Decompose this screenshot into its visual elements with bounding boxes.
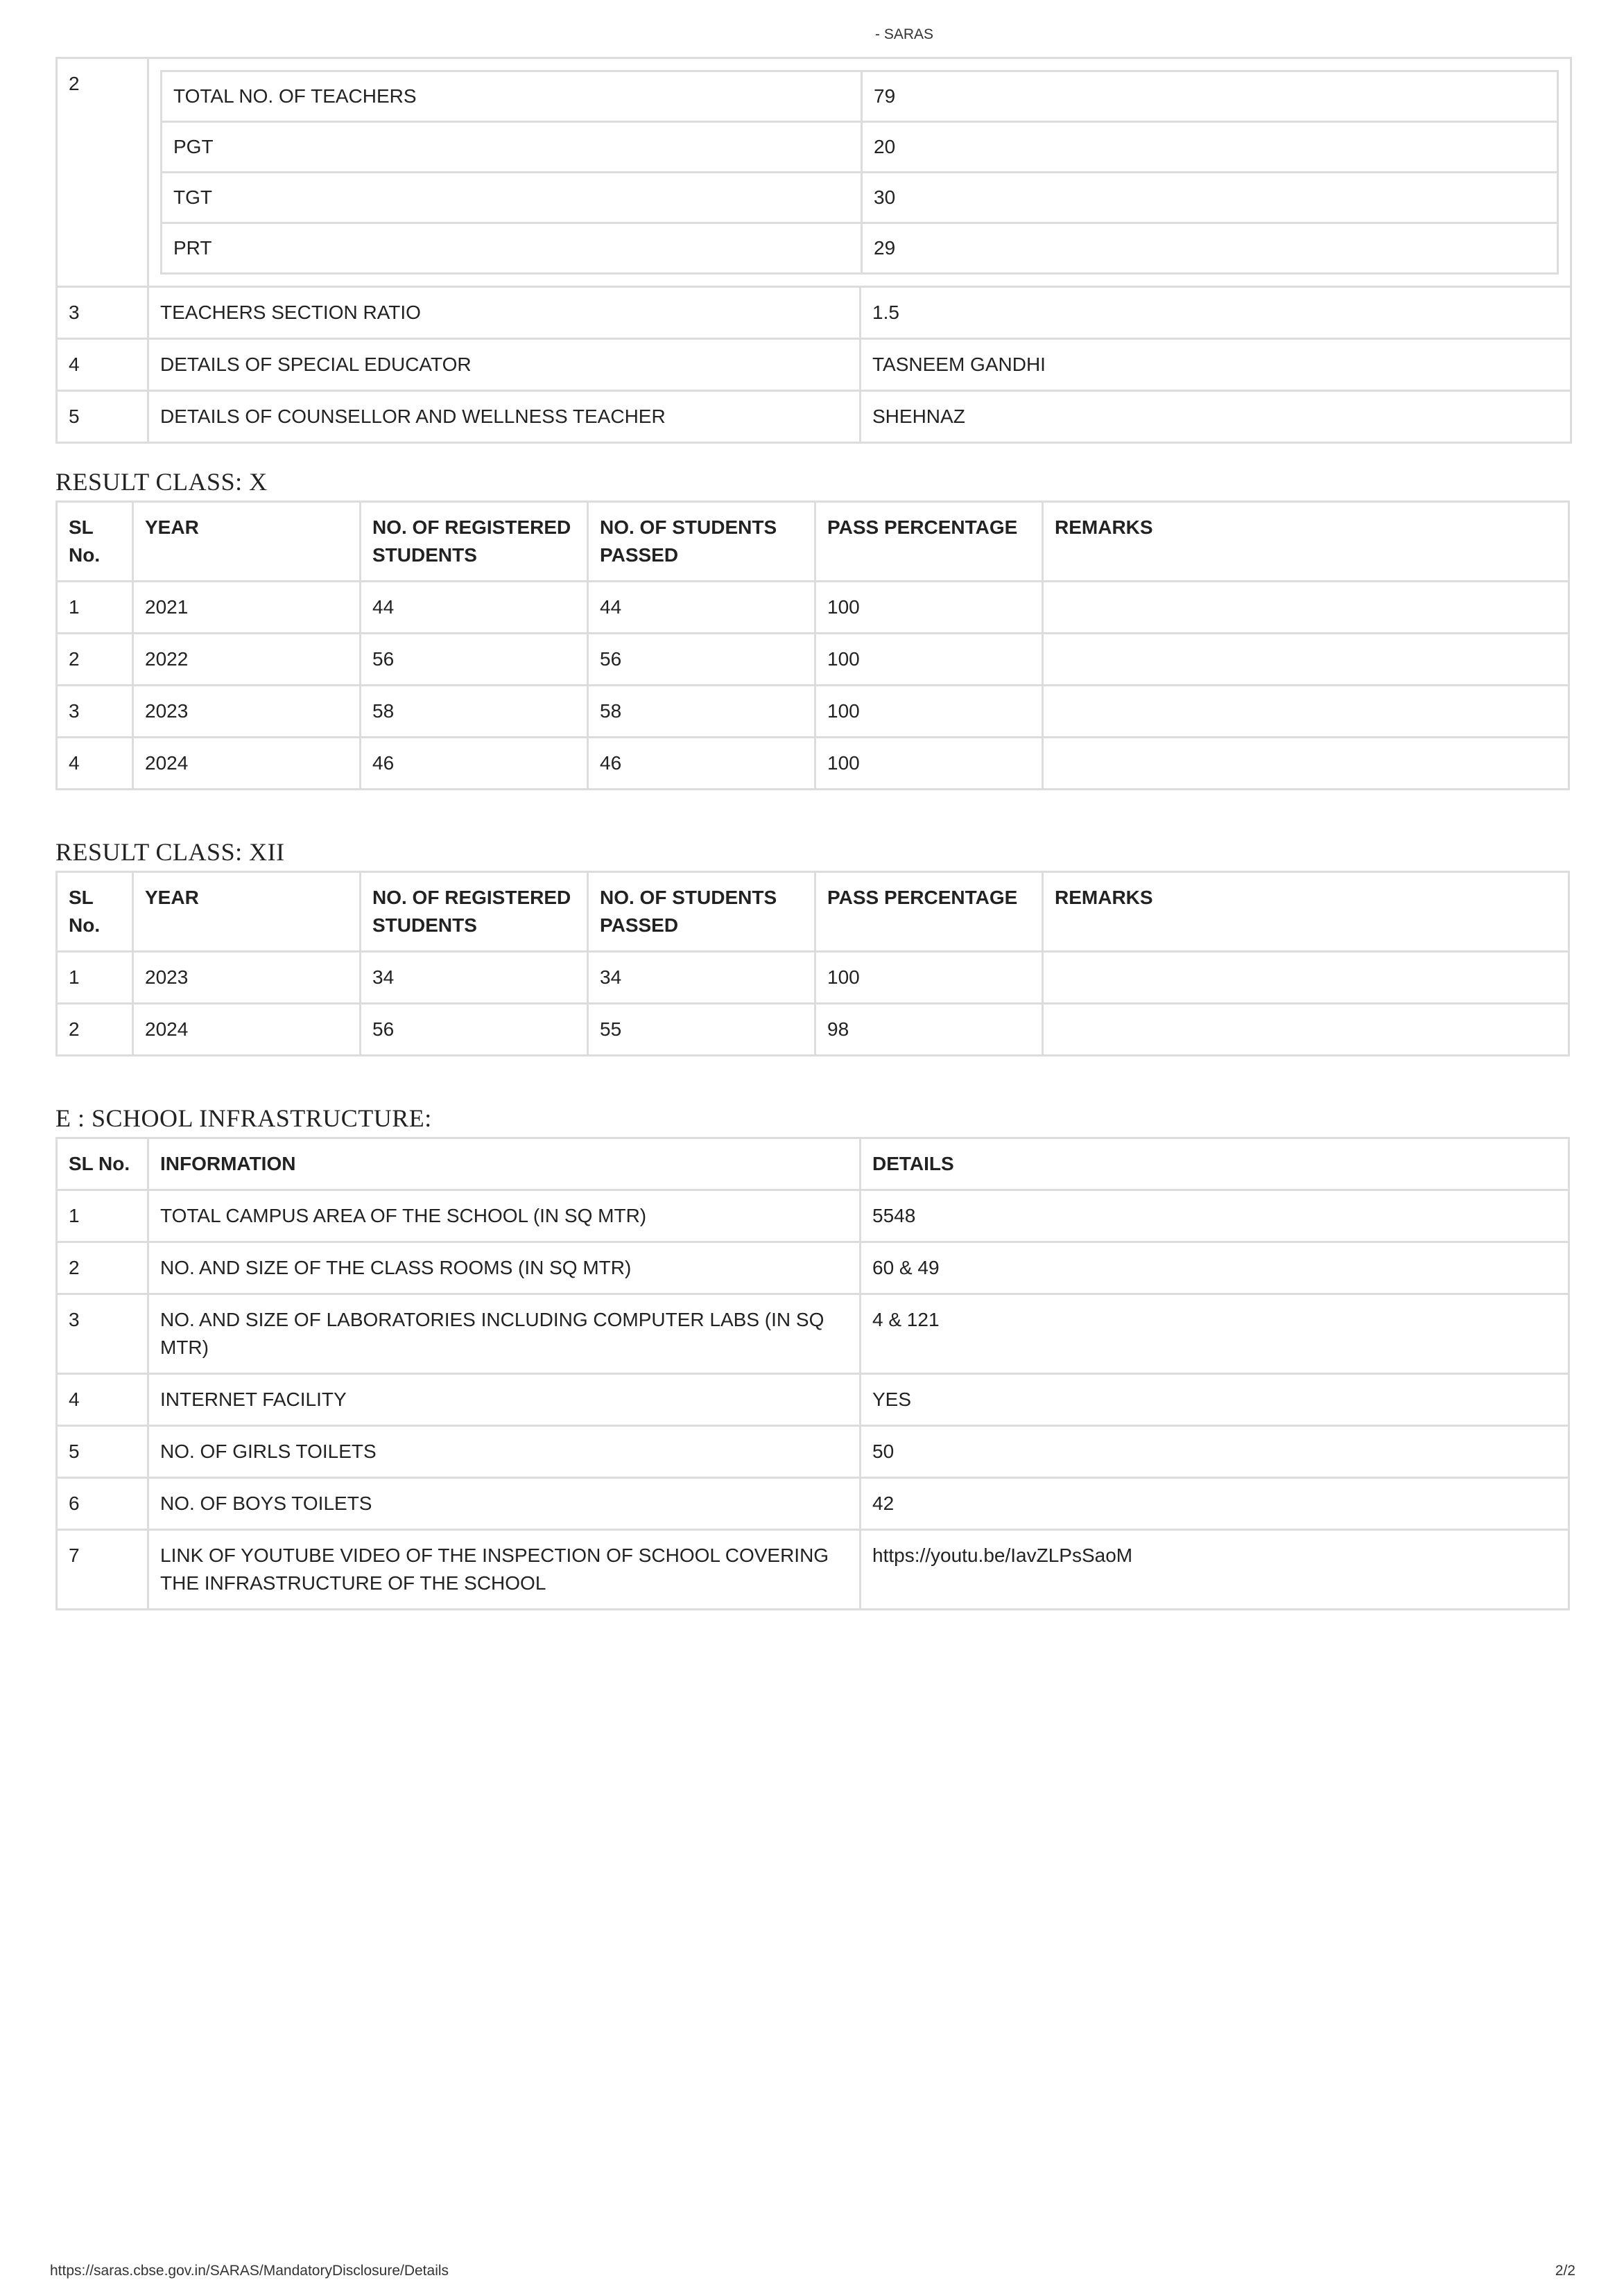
cell: 46: [361, 738, 588, 790]
table-row: [57, 582, 1569, 634]
col-header-remarks: REMARKS: [1043, 872, 1569, 952]
col-header-registered: NO. OF REGISTERED STUDENTS: [361, 872, 588, 952]
cell: [1043, 686, 1569, 738]
table-row: [57, 1426, 1569, 1478]
cell: 2: [57, 1004, 133, 1056]
value-cell: 1.5: [861, 287, 1571, 339]
cell: NO. AND SIZE OF LABORATORIES INCLUDING COMPUTER LABS (IN SQ MTR): [148, 1294, 861, 1374]
teachers-table: [160, 70, 1559, 275]
infrastructure-table: [55, 1137, 1570, 1610]
teachers-cell: [148, 58, 1571, 287]
cell: 6: [57, 1478, 148, 1530]
teacher-label: PRT: [162, 223, 862, 274]
page-number: 2/2: [1555, 2263, 1575, 2279]
table-row: [162, 71, 1558, 122]
cell: 58: [588, 686, 815, 738]
cell: LINK OF YOUTUBE VIDEO OF THE INSPECTION OF SCHOOL COVERING THE INFRASTRUCTURE OF THE SCHOOL: [148, 1530, 861, 1610]
table-header-row: [57, 872, 1569, 952]
cell: 2024: [133, 1004, 361, 1056]
col-header-sl: SL No.: [57, 872, 133, 952]
table-row: [57, 58, 1571, 287]
table-header-row: [57, 502, 1569, 582]
col-header-registered: NO. OF REGISTERED STUDENTS: [361, 502, 588, 582]
teacher-label: TOTAL NO. OF TEACHERS: [162, 71, 862, 122]
cell: 3: [57, 686, 133, 738]
cell: 2: [57, 634, 133, 686]
col-header-passed: NO. OF STUDENTS PASSED: [588, 502, 815, 582]
cell: 42: [861, 1478, 1569, 1530]
col-header-information: INFORMATION: [148, 1138, 861, 1190]
result-x-title: RESULT CLASS: X: [55, 468, 268, 496]
table-row: [57, 339, 1571, 391]
cell: 50: [861, 1426, 1569, 1478]
cell: NO. OF GIRLS TOILETS: [148, 1426, 861, 1478]
cell: 1: [57, 582, 133, 634]
table-header-row: [57, 1138, 1569, 1190]
cell: 55: [588, 1004, 815, 1056]
sl-no-cell: 4: [57, 339, 148, 391]
cell: 98: [815, 1004, 1043, 1056]
table-row: [57, 1530, 1569, 1610]
cell: 4 & 121: [861, 1294, 1569, 1374]
table-row: [57, 1190, 1569, 1242]
cell: 2023: [133, 686, 361, 738]
cell: 56: [361, 634, 588, 686]
cell: [1043, 738, 1569, 790]
teacher-value: 20: [862, 122, 1558, 173]
cell: NO. OF BOYS TOILETS: [148, 1478, 861, 1530]
cell: 2024: [133, 738, 361, 790]
table-row: [162, 173, 1558, 223]
table-row: [162, 122, 1558, 173]
cell: 56: [588, 634, 815, 686]
result-xii-table: [55, 871, 1570, 1056]
sl-no-cell: 2: [57, 58, 148, 287]
cell: YES: [861, 1374, 1569, 1426]
cell: 4: [57, 738, 133, 790]
cell: 7: [57, 1530, 148, 1610]
page-header: - SARAS: [875, 26, 934, 42]
cell: 44: [361, 582, 588, 634]
result-xii-title: RESULT CLASS: XII: [55, 838, 285, 866]
cell: NO. AND SIZE OF THE CLASS ROOMS (IN SQ MTR): [148, 1242, 861, 1294]
cell: 4: [57, 1374, 148, 1426]
cell: 5548: [861, 1190, 1569, 1242]
cell: 100: [815, 634, 1043, 686]
cell: [1043, 634, 1569, 686]
cell: 100: [815, 952, 1043, 1004]
cell: 34: [361, 952, 588, 1004]
cell: 100: [815, 582, 1043, 634]
cell: 58: [361, 686, 588, 738]
col-header-year: YEAR: [133, 872, 361, 952]
staff-table: [55, 57, 1572, 444]
table-row: [162, 223, 1558, 274]
table-row: [57, 738, 1569, 790]
table-row: [57, 1478, 1569, 1530]
table-row: [57, 287, 1571, 339]
info-cell: DETAILS OF SPECIAL EDUCATOR: [148, 339, 861, 391]
cell: 56: [361, 1004, 588, 1056]
cell: TOTAL CAMPUS AREA OF THE SCHOOL (IN SQ MTR): [148, 1190, 861, 1242]
cell: 46: [588, 738, 815, 790]
table-row: [57, 1004, 1569, 1056]
result-x-table: [55, 501, 1570, 790]
value-cell: TASNEEM GANDHI: [861, 339, 1571, 391]
table-row: [57, 391, 1571, 443]
teacher-value: 30: [862, 173, 1558, 223]
col-header-passed: NO. OF STUDENTS PASSED: [588, 872, 815, 952]
cell: 100: [815, 738, 1043, 790]
teacher-value: 79: [862, 71, 1558, 122]
cell: 1: [57, 952, 133, 1004]
col-header-percentage: PASS PERCENTAGE: [815, 502, 1043, 582]
info-cell: DETAILS OF COUNSELLOR AND WELLNESS TEACHER: [148, 391, 861, 443]
col-header-sl: SL No.: [57, 1138, 148, 1190]
cell: INTERNET FACILITY: [148, 1374, 861, 1426]
infrastructure-title: E : SCHOOL INFRASTRUCTURE:: [55, 1104, 432, 1132]
table-row: [57, 1374, 1569, 1426]
youtube-link-cell: https://youtu.be/IavZLPsSaoM: [861, 1530, 1569, 1610]
cell: 2023: [133, 952, 361, 1004]
sl-no-cell: 5: [57, 391, 148, 443]
col-header-sl: SL No.: [57, 502, 133, 582]
info-cell: TEACHERS SECTION RATIO: [148, 287, 861, 339]
col-header-year: YEAR: [133, 502, 361, 582]
table-row: [57, 634, 1569, 686]
cell: [1043, 952, 1569, 1004]
cell: 100: [815, 686, 1043, 738]
teacher-label: TGT: [162, 173, 862, 223]
cell: 60 & 49: [861, 1242, 1569, 1294]
cell: 3: [57, 1294, 148, 1374]
table-row: [57, 1242, 1569, 1294]
table-row: [57, 952, 1569, 1004]
table-row: [57, 1294, 1569, 1374]
cell: 1: [57, 1190, 148, 1242]
cell: [1043, 582, 1569, 634]
cell: [1043, 1004, 1569, 1056]
cell: 2: [57, 1242, 148, 1294]
col-header-percentage: PASS PERCENTAGE: [815, 872, 1043, 952]
footer-url: https://saras.cbse.gov.in/SARAS/MandatoryDisclosure/Details: [50, 2263, 449, 2279]
col-header-remarks: REMARKS: [1043, 502, 1569, 582]
teacher-value: 29: [862, 223, 1558, 274]
table-row: [57, 686, 1569, 738]
cell: 5: [57, 1426, 148, 1478]
cell: 44: [588, 582, 815, 634]
cell: 2022: [133, 634, 361, 686]
col-header-details: DETAILS: [861, 1138, 1569, 1190]
cell: 2021: [133, 582, 361, 634]
sl-no-cell: 3: [57, 287, 148, 339]
value-cell: SHEHNAZ: [861, 391, 1571, 443]
teacher-label: PGT: [162, 122, 862, 173]
cell: 34: [588, 952, 815, 1004]
